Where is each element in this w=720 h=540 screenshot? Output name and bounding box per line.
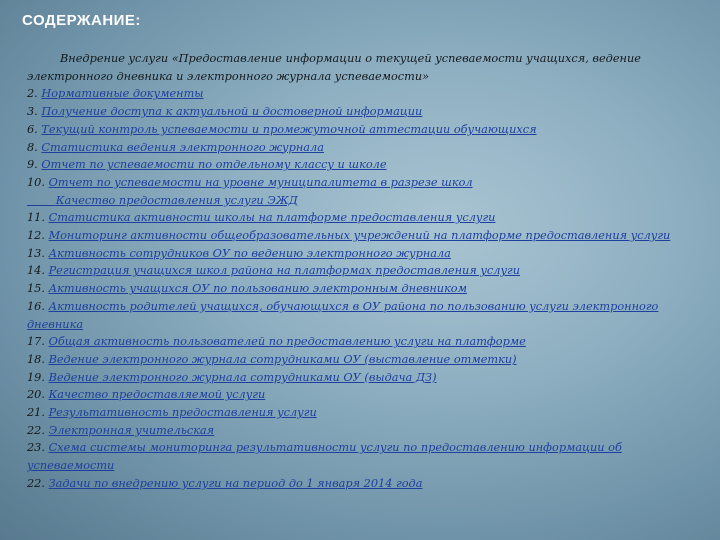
toc-item	[27, 439, 697, 474]
toc-item	[27, 475, 697, 493]
toc-item-link[interactable]: Текущий контроль успеваемости и промежуточной аттестации обучающихся	[41, 122, 537, 136]
toc-item-number: 14.	[27, 264, 49, 278]
toc-item-number: 2.	[27, 87, 42, 101]
toc-item-number: 9.	[27, 158, 42, 172]
toc-item	[27, 156, 697, 174]
toc-item-number: 20.	[27, 388, 49, 402]
toc-item-number: 10.	[27, 175, 49, 189]
toc-item	[27, 351, 697, 369]
toc-item	[27, 404, 697, 422]
toc-item-link[interactable]: Активность сотрудников ОУ по ведению электронного журнала	[48, 246, 451, 260]
toc-item-link[interactable]: Ведение электронного журнала сотрудниками ОУ (выставление отметки)	[48, 352, 517, 366]
toc-item-link[interactable]: Отчет по успеваемости на уровне муниципалитета в разрезе школ	[48, 175, 473, 189]
toc-item	[27, 209, 697, 227]
toc-item-link[interactable]: Статистика активности школы на платформе предоставления услуги	[48, 211, 496, 225]
toc-item-number: 17.	[27, 335, 49, 349]
toc-item-number: 13.	[27, 246, 49, 260]
toc-item	[27, 103, 697, 121]
toc-item-link[interactable]: Отчет по успеваемости по отдельному классу и школе	[41, 158, 387, 172]
toc-item-number: 22.	[27, 476, 49, 490]
toc-item-number: 6.	[27, 122, 42, 136]
toc-item	[27, 369, 697, 387]
toc-item-link[interactable]: Ведение электронного журнала сотрудниками ОУ (выдача ДЗ)	[48, 370, 437, 384]
toc-item	[27, 174, 697, 192]
toc-item-link[interactable]: Активность родителей учащихся, обучающихся в ОУ района по пользованию услуги электронного дневника	[27, 299, 659, 331]
toc-item	[27, 227, 697, 245]
toc-item-number: 15.	[27, 282, 49, 296]
toc-item-link[interactable]: Регистрация учащихся школ района на платформах предоставления услуги	[48, 264, 520, 278]
intro-text: Внедрение услуги «Предоставление информации о текущей успеваемости учащихся, ведение электронного дневника и электронного журнала успеваемости»	[27, 52, 641, 83]
table-of-contents	[27, 50, 697, 493]
toc-item-link[interactable]: Общая активность пользователей по предоставлению услуги на платформе	[48, 335, 526, 349]
toc-item-link[interactable]: Качество предоставления услуги ЭЖД	[55, 193, 298, 207]
toc-item-number: 12.	[27, 229, 49, 243]
toc-item-number: 23.	[27, 441, 49, 455]
toc-item-number: 8.	[27, 140, 42, 154]
toc-item	[27, 121, 697, 139]
toc-item	[27, 85, 697, 103]
toc-item-number: 11.	[27, 211, 49, 225]
toc-item-link[interactable]: Статистика ведения электронного журнала	[41, 140, 324, 154]
toc-item	[27, 245, 697, 263]
toc-item-number: 3.	[27, 105, 42, 119]
toc-item-number: 19.	[27, 370, 49, 384]
toc-item-link[interactable]: Мониторинг активности общеобразовательных учреждений на платформе предоставления услуги	[48, 229, 671, 243]
toc-item-link[interactable]: Нормативные документы	[41, 87, 204, 101]
toc-item-number: 21.	[27, 406, 49, 420]
toc-item	[27, 139, 697, 157]
toc-item-number: 22.	[27, 423, 49, 437]
toc-item-link[interactable]: Качество предоставляемой услуги	[48, 388, 266, 402]
toc-item-link[interactable]: Получение доступа к актуальной и достоверной информации	[41, 105, 423, 119]
toc-item-link[interactable]: Схема системы мониторинга результативности услуги по предоставлению информации об успеваемости	[27, 441, 622, 473]
toc-item-link[interactable]: Задачи по внедрению услуги на период до 1 января 2014 года	[48, 476, 423, 490]
toc-item-indent	[27, 194, 56, 207]
toc-list	[27, 85, 697, 492]
toc-item-link[interactable]: Активность учащихся ОУ по пользованию электронным дневником	[48, 282, 467, 296]
page-title: СОДЕРЖАНИЕ:	[22, 12, 141, 29]
toc-item-link[interactable]: Электронная учительская	[48, 423, 215, 437]
toc-item	[27, 386, 697, 404]
toc-item	[27, 192, 697, 210]
toc-item	[27, 422, 697, 440]
toc-item-link[interactable]: Результативность предоставления услуги	[48, 406, 317, 420]
toc-item	[27, 298, 697, 333]
toc-item	[27, 262, 697, 280]
toc-item	[27, 280, 697, 298]
toc-item-number: 16.	[27, 299, 49, 313]
toc-item	[27, 333, 697, 351]
toc-item-number: 18.	[27, 352, 49, 366]
